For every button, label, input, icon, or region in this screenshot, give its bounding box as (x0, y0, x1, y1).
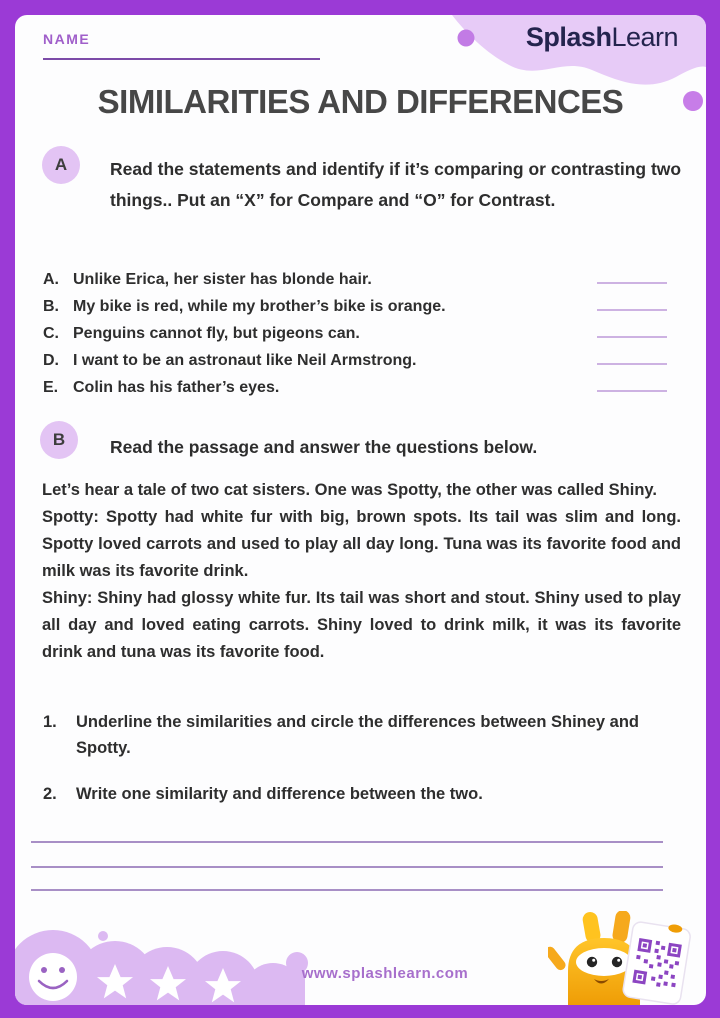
logo-learn: Learn (611, 22, 678, 52)
footer-cloud-decoration (15, 919, 335, 1005)
statement-label: B. (43, 298, 59, 315)
statement-text: Unlike Erica, her sister has blonde hair. (73, 271, 372, 288)
statement-text: My bike is red, while my brother’s bike is orange. (73, 298, 446, 315)
statement-row (43, 316, 667, 343)
statement-list (43, 262, 667, 397)
mascot-icon (548, 911, 700, 1005)
name-label: NAME (43, 31, 91, 47)
question-text: Write one similarity and difference between the two. (76, 785, 483, 803)
statement-row (43, 289, 667, 316)
answer-blank[interactable] (597, 336, 667, 338)
passage-paragraph: Spotty: Spotty had white fur with big, brown spots. Its tail was slim and long. Spotty loved carrots and used to play all day long. Tuna was its favorite food and milk was its favorite drink. (42, 508, 681, 580)
answer-line[interactable] (31, 841, 663, 843)
answer-line[interactable] (31, 889, 663, 891)
passage-paragraph: Shiny: Shiny had glossy white fur. Its tail was short and stout. Shiny used to play all day and loved eating carrots. Shiny loved to drink milk, it was its favorite drink and tuna was its favorite food. (42, 589, 681, 661)
statement-row (43, 343, 667, 370)
page-title: SIMILARITIES AND DIFFERENCES (97, 83, 624, 120)
statement-label: C. (43, 325, 59, 342)
section-b-badge: B (40, 421, 78, 459)
smiley-icon (29, 953, 77, 1001)
statement-row (43, 370, 667, 397)
answer-line[interactable] (31, 866, 663, 868)
answer-blank[interactable] (597, 309, 667, 311)
splashlearn-logo (526, 22, 678, 53)
statement-text: I want to be an astronaut like Neil Armstrong. (73, 352, 417, 369)
question-text: Underline the similarities and circle the differences between Shiney and Spotty. (76, 713, 640, 757)
statement-text: Colin has his father’s eyes. (73, 379, 280, 396)
question-number: 2. (43, 785, 57, 803)
section-a-badge: A (42, 146, 80, 184)
question-number: 1. (43, 713, 57, 731)
worksheet-sheet (15, 15, 706, 1005)
logo-splash: Splash (525, 22, 612, 52)
question-row (43, 709, 668, 761)
section-b-instruction: Read the passage and answer the questions below. (110, 437, 538, 457)
answer-blank[interactable] (597, 390, 667, 392)
footer-url: www.splashlearn.com (301, 965, 469, 982)
statement-label: E. (43, 379, 59, 396)
question-row (43, 781, 668, 807)
statement-label: D. (43, 352, 59, 369)
statement-row (43, 262, 667, 289)
section-a-instruction: Read the statements and identify if it’s comparing or contrasting two things.. Put an “X” for Compare and “O” for Contrast. (110, 159, 682, 210)
passage (42, 477, 681, 666)
answer-blank[interactable] (597, 282, 667, 284)
answer-blank[interactable] (597, 363, 667, 365)
qr-code (622, 918, 692, 1005)
passage-paragraph: Let’s hear a tale of two cat sisters. One was Spotty, the other was called Shiny. (42, 481, 657, 499)
name-input-line[interactable] (43, 58, 320, 60)
statement-label: A. (43, 271, 59, 288)
statement-text: Penguins cannot fly, but pigeons can. (73, 325, 360, 342)
